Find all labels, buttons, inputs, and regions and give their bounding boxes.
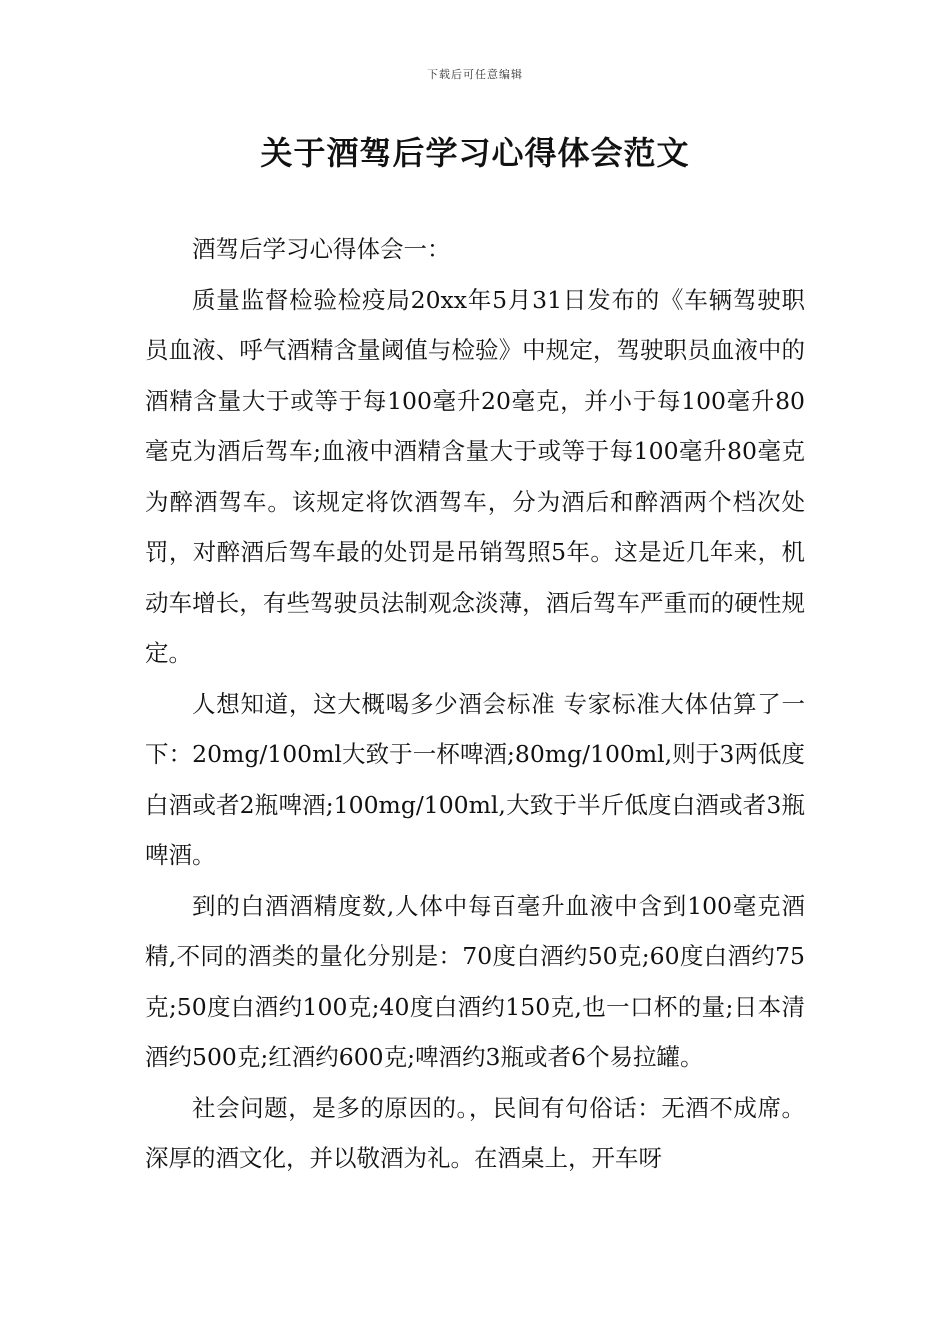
paragraph-2: 人想知道，这大概喝多少酒会标准 专家标准大体估算了一下：20mg/100ml大致于一杯啤酒;80mg/100ml,则于3两低度白酒或者2瓶啤酒;100mg/100ml,大致于半斤低度白酒或者3瓶啤酒。 [145,689,805,869]
header-note: 下载后可任意编辑 [427,68,523,81]
paragraph-4: 社会问题，是多的原因的。，民间有句俗话：无酒不成席。深厚的酒文化，并以敬酒为礼。在酒桌上，开车呀 [145,1093,805,1172]
document-title: 关于酒驾后学习心得体会范文 [260,134,690,172]
paragraph-subheading: 酒驾后学习心得体会一： [192,235,451,263]
document-body [145,224,805,1184]
paragraph-3: 到的白酒酒精度数,人体中每百毫升血液中含到100毫克酒精,不同的酒类的量化分别是：70度白酒约50克;60度白酒约75克;50度白酒约100克;40度白酒约150克,也一口杯的量;日本清酒约500克;红酒约600克;啤酒约3瓶或者6个易拉罐。 [145,891,805,1071]
paragraph-1: 质量监督检验检疫局20xx年5月31日发布的《车辆驾驶职员血液、呼气酒精含量阈值与检验》中规定，驾驶职员血液中的酒精含量大于或等于每100毫升20毫克，并小于每100毫升80毫克为酒后驾车;血液中酒精含量大于或等于每100毫升80毫克为醉酒驾车。该规定将饮酒驾车，分为酒后和醉酒两个档次处罚，对醉酒后驾车最的处罚是吊销驾照5年。这是近几年来，机动车增长，有些驾驶员法制观念淡薄，酒后驾车严重而的硬性规定。 [145,285,805,667]
